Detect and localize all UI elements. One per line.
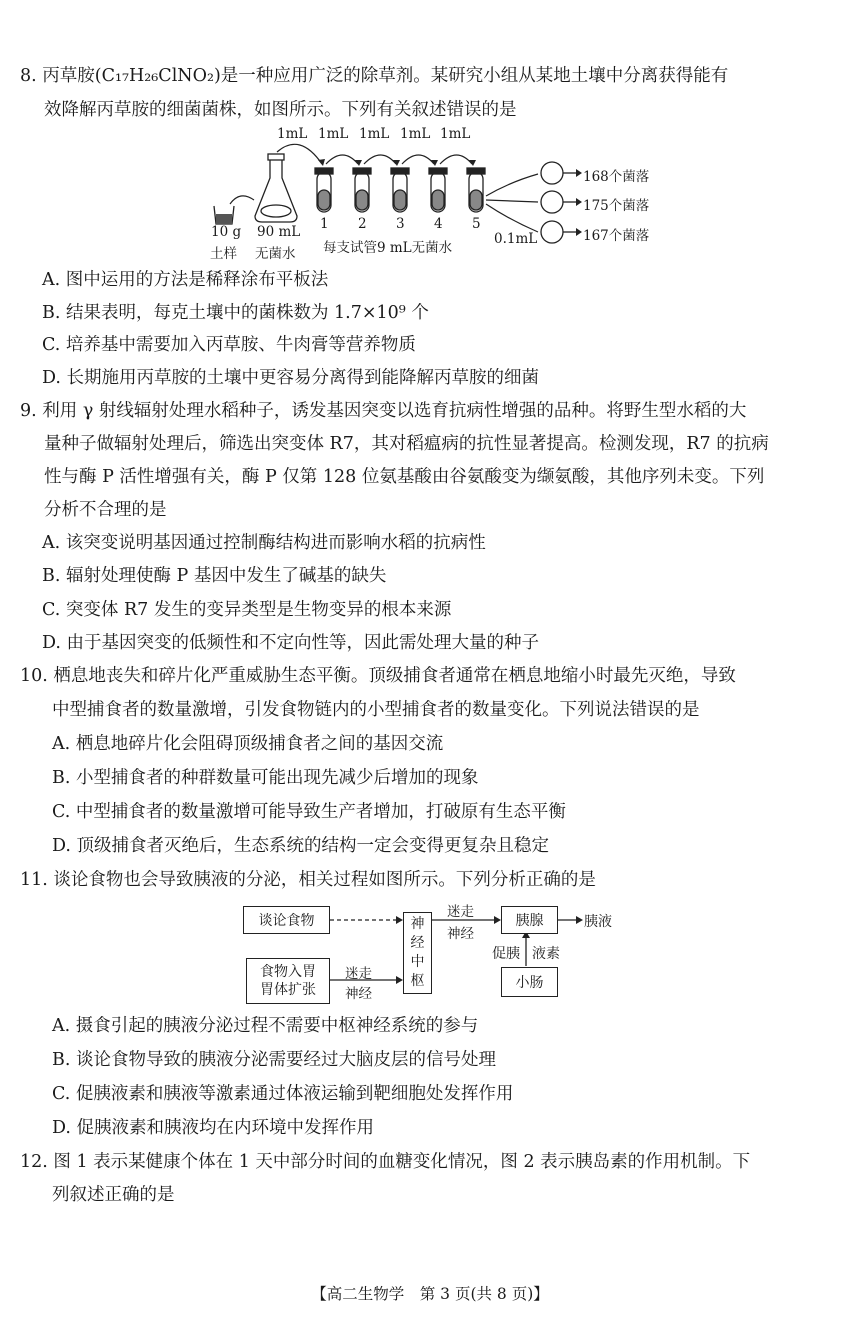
tube-number-2: 2	[358, 216, 367, 232]
q10-stem-line2: 中型捕食者的数量激增，引发食物链内的小型捕食者的数量变化。下列说法错误的是	[52, 700, 700, 720]
vagus-lower-1: 迷走	[345, 966, 372, 982]
q11-option-b: B. 谈论食物导致的胰液分泌需要经过大脑皮层的信号处理	[52, 1050, 496, 1070]
tube-caption: 每支试管9 mL无菌水	[323, 240, 453, 256]
tube-number-5: 5	[472, 216, 481, 232]
q9-stem-line3: 性与酶 P 活性增强有关，酶 P 仅第 128 位氨基酸由谷氨酸变为缬氨酸，其他序列未变。下列	[44, 467, 765, 487]
q9-stem-line2: 量种子做辐射处理后，筛选出突变体 R7，其对稻瘟病的抗性显著提高。检测发现，R7 的抗病	[44, 434, 769, 454]
transfer-label-4: 1mL	[400, 126, 431, 142]
vagus-upper-2: 神经	[447, 926, 474, 942]
plating-volume-label: 0.1mL	[494, 231, 538, 247]
q9-stem-line1: 9. 利用 γ 射线辐射处理水稻种子，诱发基因突变以选育抗病性增强的品种。将野生型水稻的大	[20, 401, 747, 421]
tube-number-1: 1	[320, 216, 329, 232]
q8-option-b: B. 结果表明，每克土壤中的菌株数为 1.7×10⁹ 个	[42, 303, 429, 323]
q10-option-d: D. 顶级捕食者灭绝后，生态系统的结构一定会变得更复杂且稳定	[52, 836, 550, 856]
plating-arrows	[486, 174, 538, 232]
q8-option-d: D. 长期施用丙草胺的土壤中更容易分离得到能降解丙草胺的细菌	[42, 368, 540, 388]
vagus-upper-1: 迷走	[447, 904, 474, 920]
soil-beaker	[214, 206, 234, 224]
flask	[255, 154, 297, 222]
vagus-lower-2: 神经	[345, 986, 372, 1002]
q8-stem-line1: 8. 丙草胺(C₁₇H₂₆ClNO₂)是一种应用广泛的除草剂。某研究小组从某地土壤中分离获得能有	[20, 66, 729, 86]
transfer-label-2: 1mL	[318, 126, 349, 142]
stomach-label-1: 食物入胃	[260, 964, 316, 980]
colony-count-1: 168个菌落	[583, 169, 650, 185]
q10-option-a: A. 栖息地碎片化会阻碍顶级捕食者之间的基因交流	[52, 734, 444, 754]
q8-option-a: A. 图中运用的方法是稀释涂布平板法	[42, 270, 329, 290]
center-char-3: 中	[410, 954, 425, 970]
q11-option-c: C. 促胰液素和胰液等激素通过体液运输到靶细胞处发挥作用	[52, 1084, 514, 1104]
colony-count-2: 175个菌落	[583, 198, 650, 214]
transfer-label-5: 1mL	[440, 126, 471, 142]
page-footer: 【高二生物学 第 3 页(共 8 页)】	[311, 1285, 549, 1303]
tube-number-4: 4	[434, 216, 443, 232]
transfer-label-3: 1mL	[359, 126, 390, 142]
q9-option-c: C. 突变体 R7 发生的变异类型是生物变异的根本来源	[42, 600, 452, 620]
q10-option-c: C. 中型捕食者的数量激增可能导致生产者增加，打破原有生态平衡	[52, 802, 566, 822]
q11-option-d: D. 促胰液素和胰液均在内环境中发挥作用	[52, 1118, 375, 1138]
transfer-arcs	[277, 144, 472, 164]
soil-mass-label: 10 g	[211, 224, 242, 240]
flask-volume-label: 90 mL	[257, 224, 301, 240]
secretin-label-2: 液素	[532, 946, 560, 962]
stomach-label-2: 胃体扩张	[260, 982, 316, 998]
q9-option-a: A. 该突变说明基因通过控制酶结构进而影响水稻的抗病性	[42, 533, 486, 553]
q9-stem-line4: 分析不合理的是	[44, 500, 167, 520]
secretin-label-1: 促胰	[492, 946, 520, 962]
q9-option-b: B. 辐射处理使酶 P 基因中发生了碱基的缺失	[42, 566, 387, 586]
box-pancreas: 胰腺	[501, 906, 558, 934]
test-tubes	[315, 168, 485, 212]
pancreatic-juice-label: 胰液	[584, 914, 612, 930]
colony-count-3: 167个菌落	[583, 228, 650, 244]
soil-sample-label: 土样	[210, 246, 237, 262]
q8-stem-line2: 效降解丙草胺的细菌菌株，如图所示。下列有关叙述错误的是	[44, 100, 517, 120]
q10-option-b: B. 小型捕食者的种群数量可能出现先减少后增加的现象	[52, 768, 479, 788]
q12-stem-line2: 列叙述正确的是	[52, 1185, 175, 1205]
center-char-2: 经	[410, 935, 425, 951]
q8-option-c: C. 培养基中需要加入丙草胺、牛肉膏等营养物质	[42, 335, 416, 355]
box-small-intestine: 小肠	[501, 967, 558, 997]
box-talk-food: 谈论食物	[243, 906, 330, 934]
tube-number-3: 3	[396, 216, 405, 232]
center-char-4: 枢	[410, 973, 425, 989]
q11-stem-line1: 11. 谈论食物也会导致胰液的分泌，相关过程如图所示。下列分析正确的是	[20, 870, 596, 890]
flask-water-label: 无菌水	[255, 246, 296, 262]
q12-stem-line1: 12. 图 1 表示某健康个体在 1 天中部分时间的血糖变化情况，图 2 表示胰岛素的作用机制。下	[20, 1152, 751, 1172]
q11-option-a: A. 摄食引起的胰液分泌过程不需要中枢神经系统的参与	[52, 1016, 479, 1036]
center-char-1: 神	[410, 916, 425, 932]
box-nerve-center	[403, 912, 432, 994]
transfer-label-1: 1mL	[277, 126, 308, 142]
q10-stem-line1: 10. 栖息地丧失和碎片化严重威胁生态平衡。顶级捕食者通常在栖息地缩小时最先灭绝，导致	[20, 666, 736, 686]
q9-option-d: D. 由于基因突变的低频性和不定向性等，因此需处理大量的种子	[42, 633, 540, 653]
box-stomach	[246, 958, 330, 1004]
plates	[541, 162, 576, 243]
